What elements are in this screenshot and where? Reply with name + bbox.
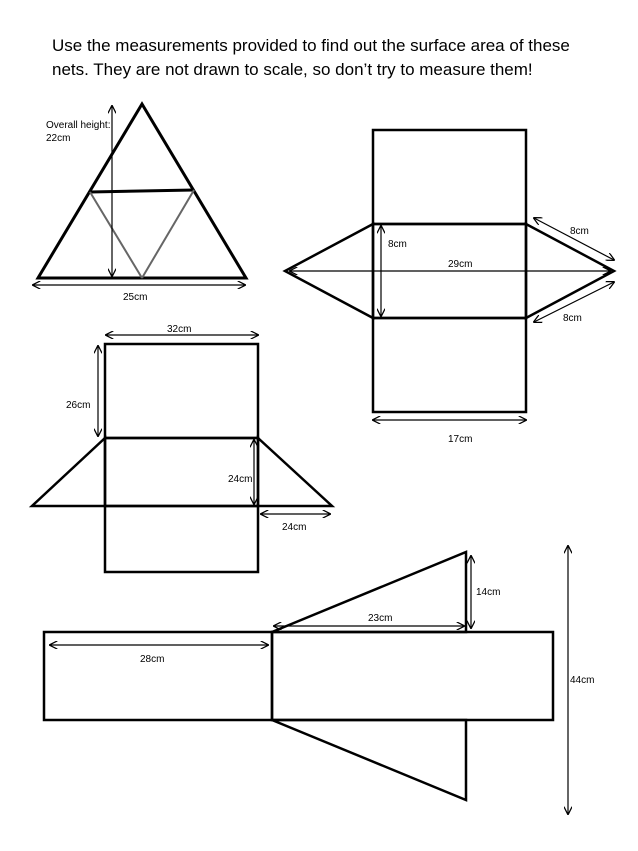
prism-slant-top-label: 8cm (570, 226, 589, 237)
prism-rect-bottom (373, 318, 526, 412)
long-overall-label: 44cm (570, 675, 595, 686)
prism-slant-top-arrow (534, 218, 614, 260)
long-triangle-bottom (272, 720, 466, 800)
triangular-prism-net (285, 130, 614, 445)
trap-middle-label: 24cm (228, 474, 253, 485)
prism-slant-bottom-label: 8cm (563, 313, 582, 324)
prism-width-label: 29cm (448, 259, 473, 270)
pyramid-base-label: 25cm (123, 292, 148, 303)
pyramid-height-label-1: Overall height: (46, 120, 111, 131)
long-rect-length-label: 28cm (140, 654, 165, 665)
trap-rect-top (105, 344, 258, 438)
instructions-line-1: Use the measurements provided to find out the surface area of these (52, 36, 570, 55)
trapezoid-net (32, 324, 332, 572)
trap-left-label: 26cm (66, 400, 91, 411)
prism-rect-top (373, 130, 526, 224)
long-rect-right (272, 632, 553, 720)
long-triangle-top-label: 23cm (368, 613, 393, 624)
prism-height-label: 8cm (388, 239, 407, 250)
trap-triangle-left (32, 438, 105, 506)
pyramid-fold-left (90, 192, 142, 278)
pyramid-fold-right (142, 190, 194, 278)
trap-rect-bottom (105, 506, 258, 572)
instructions-line-2: nets. They are not drawn to scale, so don’t try to measure them! (52, 60, 533, 79)
trap-rect-middle (105, 438, 258, 506)
prism-base-label: 17cm (448, 434, 473, 445)
long-triangle-height-label: 14cm (476, 587, 501, 598)
trap-top-label: 32cm (167, 324, 192, 335)
pyramid-height-label-2: 22cm (46, 133, 71, 144)
rectangle-triangle-net (44, 546, 594, 814)
trap-triangle-right (258, 438, 332, 506)
triangular-pyramid-net (33, 104, 246, 303)
pyramid-fold-top (90, 190, 194, 192)
trap-bottom-right-label: 24cm (282, 522, 307, 533)
